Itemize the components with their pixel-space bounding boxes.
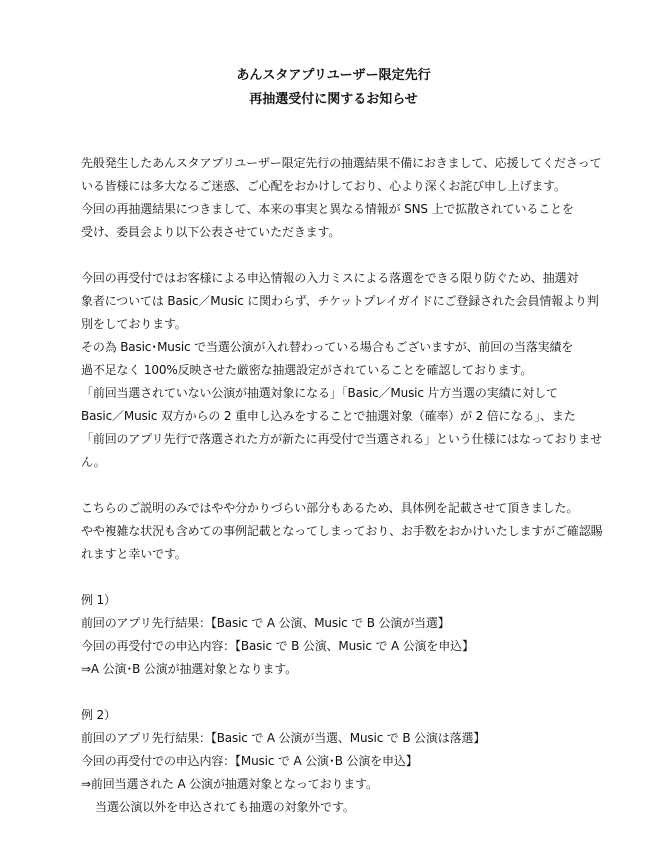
explanation-paragraph	[81, 267, 601, 474]
paragraph-line: ん。	[81, 455, 106, 469]
paragraph-line: 今回の再受付ではお客様による申込情報の入力ミスによる落選をできる限り防ぐため、抽選対	[81, 271, 579, 285]
paragraph-spacer	[81, 244, 601, 267]
example-outcome: ⇒A 公演･B 公演が抽選対象となります。	[81, 662, 298, 676]
paragraph-line: やや複雑な状況も含めての事例記載となってしまっており、お手数をおかけいたしますがご確認賜	[81, 524, 603, 538]
examples-intro-paragraph	[81, 497, 601, 566]
example-1	[81, 589, 601, 681]
paragraph-spacer	[81, 566, 601, 589]
paragraph-line: 「前回当選されていない公演が抽選対象になる」「Basic／Music 片方当選の実績に対して	[81, 386, 558, 400]
paragraph-line: 先般発生したあんスタアプリユーザー限定先行の抽選結果不備におきまして、応援してくださって	[81, 156, 602, 170]
example-new-application: 今回の再受付での申込内容：【Music で A 公演･B 公演を申込】	[81, 754, 418, 768]
example-heading: 例 1）	[81, 593, 116, 607]
example-2	[81, 704, 601, 819]
notice-body	[81, 152, 601, 819]
paragraph-line: いる皆様には多大なるご迷惑、ご心配をおかけしており、心より深くお詫び申し上げます。	[81, 179, 566, 193]
paragraph-line: Basic／Music 双方からの 2 重申し込みをすることで抽選対象（確率）が 2 倍になる」、また	[81, 409, 576, 423]
paragraph-line: 「前回のアプリ先行で落選された方が新たに再受付で当選される」という仕様にはなっておりませ	[81, 432, 602, 446]
example-new-application: 今回の再受付での申込内容：【Basic で B 公演、Music で A 公演を申込】	[81, 639, 474, 653]
notice-title-line-1: あんスタアプリユーザー限定先行	[236, 68, 431, 83]
example-heading: 例 2）	[81, 708, 116, 722]
paragraph-spacer	[81, 681, 601, 704]
example-outcome: ⇒前回当選された A 公演が抽選対象となっております。	[81, 777, 378, 791]
example-previous-result: 前回のアプリ先行結果：【Basic で A 公演、Music で B 公演が当選】	[81, 616, 450, 630]
apology-paragraph	[81, 152, 601, 244]
example-outcome-note: 当選公演以外を申込されても抽選の対象外です。	[95, 800, 355, 814]
paragraph-spacer	[81, 474, 601, 497]
paragraph-line: れますと幸いです。	[81, 547, 187, 561]
paragraph-line: 受け、委員会より以下公表させていただきます。	[81, 225, 341, 239]
paragraph-line: 過不足なく 100%反映させた厳密な抽選設定がされていることを確認しております。	[81, 363, 533, 377]
paragraph-line: こちらのご説明のみではやや分かりづらい部分もあるため、具体例を記載させて頂きました。	[81, 501, 579, 515]
paragraph-line: その為 Basic･Music で当選公演が入れ替わっている場合もございますが、前回の当落実績を	[81, 340, 574, 354]
paragraph-line: 象者については Basic／Music に関わらず、チケットプレイガイドにご登録された会員情報より判	[81, 294, 599, 308]
paragraph-line: 別をしております。	[81, 317, 187, 331]
paragraph-line: 今回の再抽選結果につきまして、本来の事実と異なる情報が SNS 上で拡散されていることを	[81, 202, 574, 216]
notice-title-line-2: 再抽選受付に関するお知らせ	[249, 92, 418, 107]
example-previous-result: 前回のアプリ先行結果：【Basic で A 公演が当選、Music で B 公演は落選】	[81, 731, 486, 745]
